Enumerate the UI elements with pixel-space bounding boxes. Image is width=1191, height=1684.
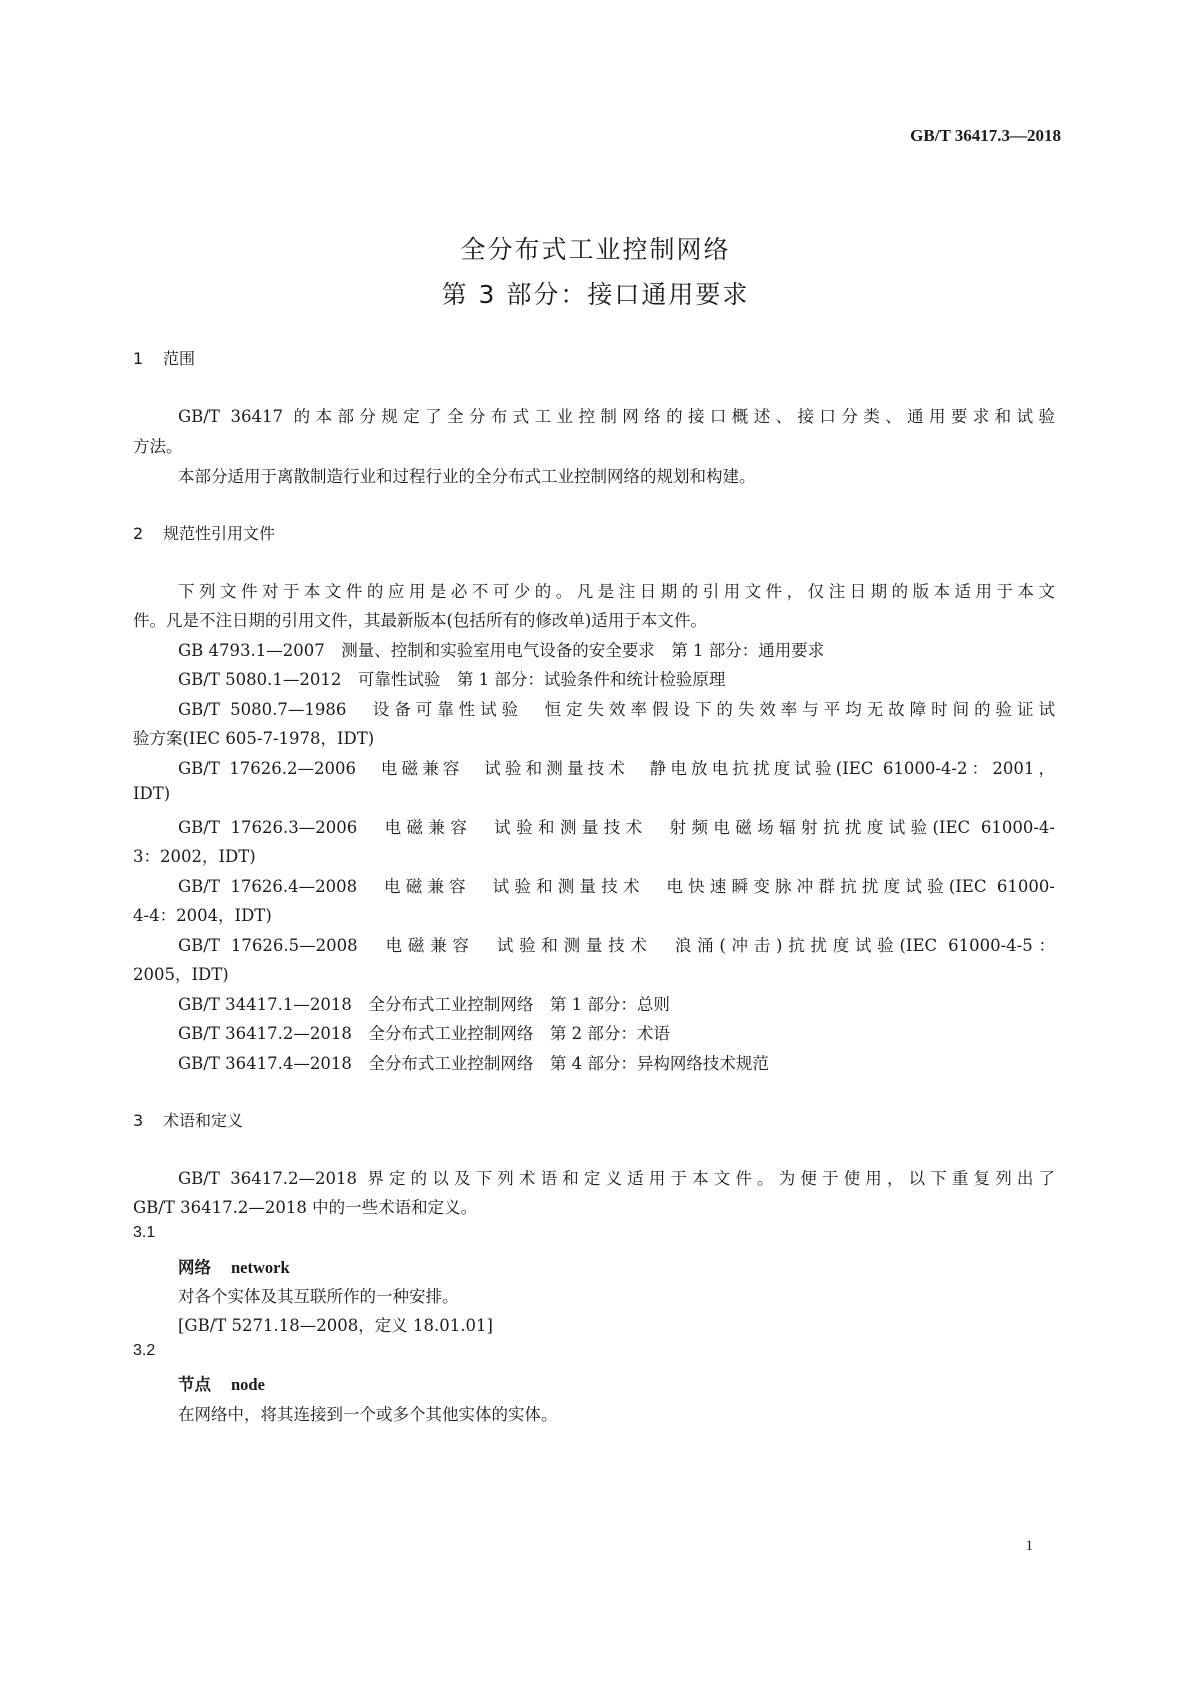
section-number: 1 bbox=[133, 349, 144, 368]
section-3-heading bbox=[133, 1108, 243, 1131]
section-title: 术语和定义 bbox=[163, 1111, 244, 1130]
paragraph-line: 方法。 bbox=[133, 437, 183, 456]
paragraph-line: 本部分适用于离散制造行业和过程行业的全分布式工业控制网络的规划和构建。 bbox=[178, 467, 756, 486]
paragraph-line: GB/T 36417 的本部分规定了全分布式工业控制网络的接口概述、接口分类、通用要求和试验 bbox=[178, 407, 1055, 426]
reference-item: GB/T 5080.7—1986 设备可靠性试验 恒定失效率假设下的失效率与平均无故障时间的验证试 bbox=[178, 700, 1055, 719]
section-1-heading bbox=[133, 346, 195, 369]
paragraph-line: GB/T 36417.2—2018 界定的以及下列术语和定义适用于本文件。为便于使用，以下重复列出了 bbox=[178, 1169, 1055, 1188]
term-entry bbox=[178, 1371, 265, 1395]
clause-number: 3.1 bbox=[133, 1224, 156, 1241]
reference-item-cont: 4-4：2004，IDT) bbox=[133, 906, 272, 925]
reference-item: GB/T 36417.4—2018 全分布式工业控制网络 第 4 部分：异构网络技术规范 bbox=[178, 1054, 769, 1073]
reference-item: GB 4793.1—2007 测量、控制和实验室用电气设备的安全要求 第 1 部分：通用要求 bbox=[178, 641, 825, 660]
term-en: node bbox=[231, 1375, 265, 1394]
term-zh: 网络 bbox=[178, 1258, 211, 1277]
reference-item-cont: 2005，IDT) bbox=[133, 965, 229, 984]
title-line-1: 全分布式工业控制网络 bbox=[460, 235, 731, 264]
term-en: network bbox=[231, 1258, 290, 1277]
term-zh: 节点 bbox=[178, 1375, 211, 1394]
term-definition: 对各个实体及其互联所作的一种安排。 bbox=[178, 1287, 459, 1306]
doc-number: GB/T 36417.3—2018 bbox=[910, 126, 1061, 145]
term-source: [GB/T 5271.18—2008，定义 18.01.01] bbox=[178, 1316, 493, 1335]
reference-item: GB/T 17626.2—2006 电磁兼容 试验和测量技术 静电放电抗扰度试验(IEC 61000-4-2：2001， bbox=[178, 759, 1055, 778]
paragraph-line: GB/T 36417.2—2018 中的一些术语和定义。 bbox=[133, 1198, 478, 1217]
section-number: 2 bbox=[133, 524, 144, 543]
reference-item: GB/T 5080.1—2012 可靠性试验 第 1 部分：试验条件和统计检验原理 bbox=[178, 670, 726, 689]
reference-item: GB/T 36417.2—2018 全分布式工业控制网络 第 2 部分：术语 bbox=[178, 1024, 670, 1043]
reference-item-cont: 验方案(IEC 605-7-1978，IDT) bbox=[133, 729, 375, 748]
page-number: 1 bbox=[1025, 1538, 1033, 1554]
term-definition: 在网络中，将其连接到一个或多个其他实体的实体。 bbox=[178, 1405, 558, 1424]
reference-item: GB/T 17626.3—2006 电磁兼容 试验和测量技术 射频电磁场辐射抗扰度试验(IEC 61000-4- bbox=[178, 818, 1055, 837]
reference-item: GB/T 34417.1—2018 全分布式工业控制网络 第 1 部分：总则 bbox=[178, 995, 670, 1014]
reference-item: GB/T 17626.5—2008 电磁兼容 试验和测量技术 浪涌(冲击)抗扰度试验(IEC 61000-4-5： bbox=[178, 936, 1055, 955]
section-number: 3 bbox=[133, 1111, 144, 1130]
clause-number: 3.2 bbox=[133, 1342, 156, 1359]
section-2-heading bbox=[133, 521, 275, 544]
reference-item-cont: 3：2002，IDT) bbox=[133, 847, 256, 866]
paragraph-line: 件。凡是不注日期的引用文件，其最新版本(包括所有的修改单)适用于本文件。 bbox=[133, 611, 707, 630]
title-line-2: 第 3 部分：接口通用要求 bbox=[441, 280, 750, 309]
section-title: 范围 bbox=[163, 349, 196, 368]
term-entry bbox=[178, 1254, 290, 1278]
reference-item-cont: IDT) bbox=[133, 784, 171, 803]
section-title: 规范性引用文件 bbox=[163, 524, 276, 543]
paragraph-line: 下列文件对于本文件的应用是必不可少的。凡是注日期的引用文件，仅注日期的版本适用于本文 bbox=[178, 582, 1055, 601]
reference-item: GB/T 17626.4—2008 电磁兼容 试验和测量技术 电快速瞬变脉冲群抗扰度试验(IEC 61000- bbox=[178, 877, 1055, 896]
